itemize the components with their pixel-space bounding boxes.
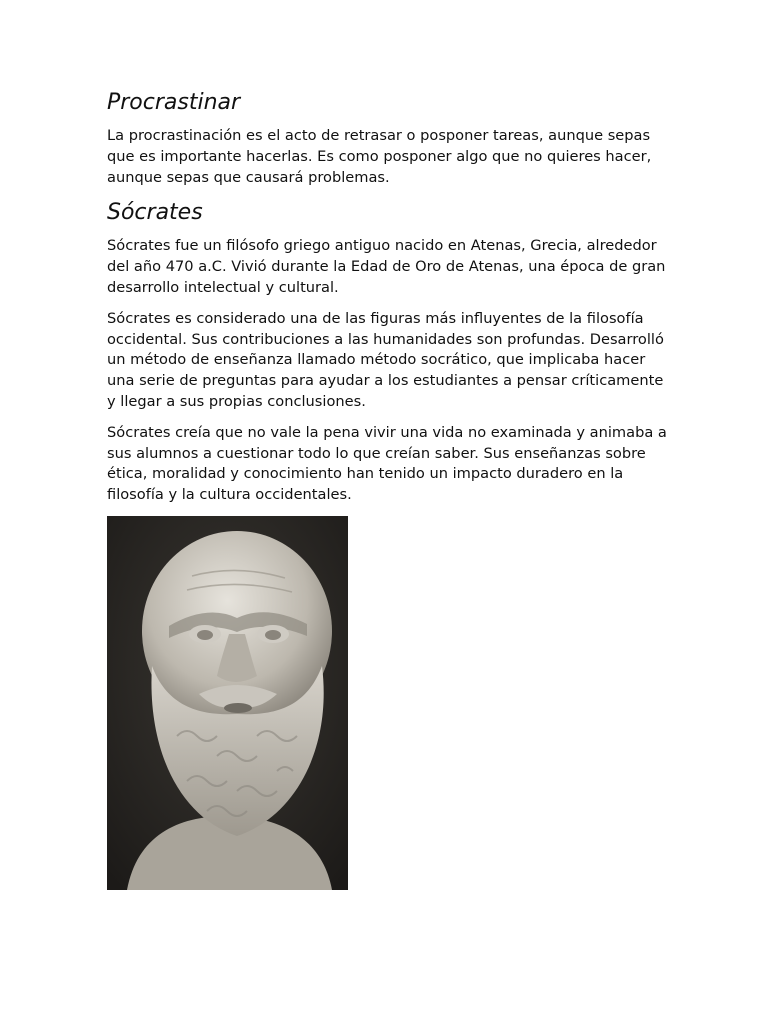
paragraph-socrates-2: Sócrates es considerado una de las figuras más influyentes de la filosofía occidental. Sus contribuciones a las humanidades son profundas. Desarrolló un método de enseñanza llamado método socrático, que implicaba hacer una serie de preguntas para ayudar a los estudiantes a pensar críticamente y llegar a sus propias conclusiones.	[107, 309, 664, 410]
heading-procrastinar: Procrastinar	[107, 90, 241, 115]
document-page	[107, 88, 667, 890]
socrates-bust-image	[107, 516, 348, 890]
paragraph-procrastinar: La procrastinación es el acto de retrasar o posponer tareas, aunque sepas que es importante hacerlas. Es como posponer algo que no quieres hacer, aunque sepas que causará problemas.	[107, 127, 652, 186]
heading-socrates: Sócrates	[107, 200, 203, 226]
paragraph-socrates-1: Sócrates fue un filósofo griego antiguo nacido en Atenas, Grecia, alrededor del año 470 a.C. Vivió durante la Edad de Oro de Atenas, una época de gran desarrollo intelectual y cultural.	[107, 237, 666, 296]
paragraph-socrates-3: Sócrates creía que no vale la pena vivir una vida no examinada y animaba a sus alumnos a cuestionar todo lo que creían saber. Sus enseñanzas sobre ética, moralidad y conocimiento han tenido un impacto duradero en la filosofía y la cultura occidentales.	[107, 423, 667, 504]
